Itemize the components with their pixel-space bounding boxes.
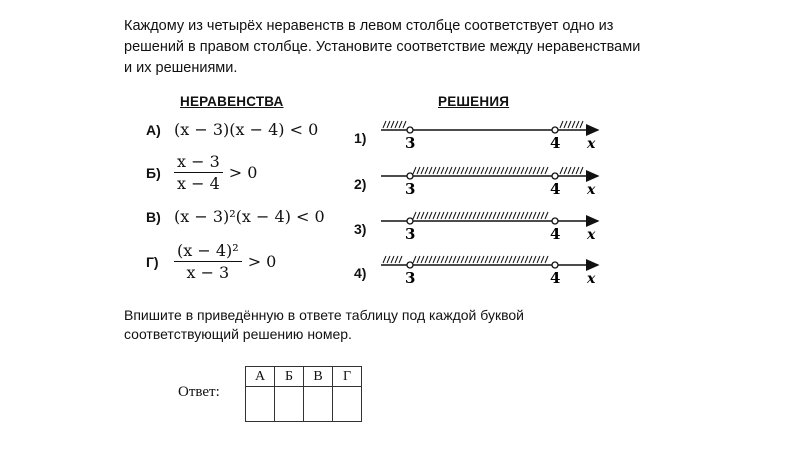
inequality-letter: В) bbox=[146, 208, 161, 225]
answer-cell-a[interactable] bbox=[246, 387, 275, 422]
open-point-4 bbox=[552, 127, 558, 133]
number-line-1 bbox=[381, 121, 598, 152]
open-point-4 bbox=[552, 218, 558, 224]
inequality-letter: Г) bbox=[146, 253, 159, 270]
fraction-numerator: x − 3 bbox=[174, 152, 223, 173]
open-point-3 bbox=[407, 218, 413, 224]
inequality-rhs: > 0 bbox=[247, 252, 277, 271]
point-label-4: 4 bbox=[550, 134, 561, 152]
open-point-3 bbox=[407, 173, 413, 179]
solution-number-1: 1) bbox=[354, 130, 367, 146]
open-point-3 bbox=[407, 127, 413, 133]
hatching bbox=[383, 256, 548, 263]
axis-label-x: x bbox=[587, 271, 596, 287]
fraction-denominator: x − 4 bbox=[177, 174, 220, 193]
fraction-numerator: (x − 4)² bbox=[174, 241, 242, 262]
axis-label-x: x bbox=[587, 182, 596, 198]
solution-number-4: 4) bbox=[354, 265, 367, 281]
axis-label-x: x bbox=[587, 227, 596, 243]
solutions-column-header: РЕШЕНИЯ bbox=[438, 94, 510, 109]
answer-cell-d[interactable] bbox=[333, 387, 362, 422]
point-label-3: 3 bbox=[405, 134, 416, 152]
answer-header-b: Б bbox=[275, 367, 304, 387]
answer-header-a: А bbox=[246, 367, 275, 387]
point-label-3: 3 bbox=[405, 225, 416, 243]
open-point-4 bbox=[552, 173, 558, 179]
axis-label-x: x bbox=[587, 136, 596, 152]
point-label-3: 3 bbox=[405, 180, 416, 198]
hatching bbox=[413, 212, 548, 219]
point-label-4: 4 bbox=[550, 225, 561, 243]
hatching bbox=[413, 167, 583, 174]
task-instructions: Каждому из четырёх неравенств в левом столбце соответствует одно из решений в правом столбце. Установите соответствие между неравенствами и их решениями. bbox=[124, 18, 641, 76]
inequality-letter: А) bbox=[146, 121, 161, 138]
open-point-4 bbox=[552, 262, 558, 268]
open-point-3 bbox=[407, 262, 413, 268]
inequality-expression: (x − 3)²(x − 4) < 0 bbox=[174, 207, 325, 226]
answer-cell-c[interactable] bbox=[304, 387, 333, 422]
point-label-4: 4 bbox=[550, 269, 561, 287]
inequality-rhs: > 0 bbox=[228, 163, 258, 182]
answer-instructions: Впишите в приведённую в ответе таблицу под каждой буквой соответствующий решению номер. bbox=[124, 307, 524, 342]
answer-header-d: Г bbox=[333, 367, 362, 387]
answer-cell-b[interactable] bbox=[275, 387, 304, 422]
point-label-4: 4 bbox=[550, 180, 561, 198]
answer-header-c: В bbox=[304, 367, 333, 387]
inequality-expression: (x − 3)(x − 4) < 0 bbox=[174, 120, 319, 139]
point-label-3: 3 bbox=[405, 269, 416, 287]
number-line-3 bbox=[381, 212, 598, 243]
number-line-2 bbox=[381, 167, 598, 198]
number-line-4 bbox=[381, 256, 598, 287]
inequalities-column-header: НЕРАВЕНСТВА bbox=[180, 94, 284, 109]
answer-table bbox=[245, 366, 362, 422]
solution-number-2: 2) bbox=[354, 176, 367, 192]
solution-number-3: 3) bbox=[354, 221, 367, 237]
answer-label: Ответ: bbox=[178, 384, 220, 400]
fraction-denominator: x − 3 bbox=[186, 263, 230, 282]
inequality-letter: Б) bbox=[146, 164, 161, 181]
